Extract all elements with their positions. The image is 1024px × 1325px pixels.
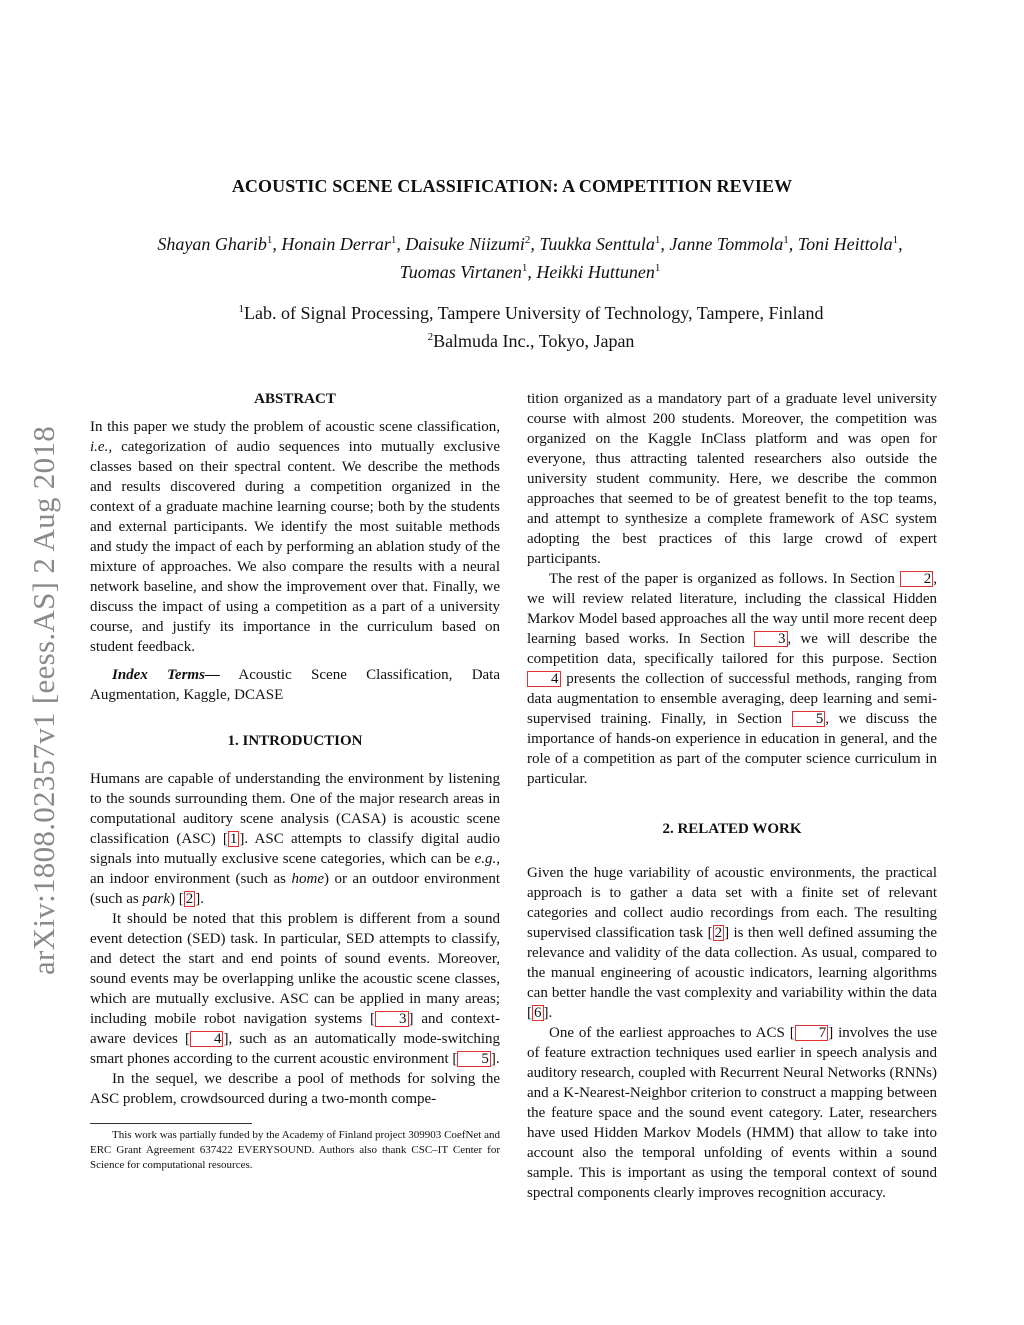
author-affil-mark: 2 — [524, 234, 531, 246]
index-terms — [90, 665, 500, 705]
author-affil-mark: 1 — [654, 234, 661, 246]
affil-mark: 1 — [238, 303, 245, 315]
author-affil-mark: 1 — [266, 234, 273, 246]
left-column — [90, 389, 500, 1173]
intro-paragraph-4 — [527, 569, 937, 789]
text-run: e.g., — [474, 851, 500, 867]
text-run: It should be noted that this problem is different from a sound event detection (SED) task. In particular, SED attempts to classify, and detect the start and end points of sound events. Moreover, sound events may be overlapping unlike the acoustic scene classes, which are mutually exclusive. ASC can be applied in many areas; including mobile robot navigation systems — [90, 911, 500, 1027]
affiliation-2 — [0, 325, 1024, 353]
citation-link[interactable]: 7 — [795, 1025, 829, 1041]
text-run: home — [291, 871, 324, 887]
author-affil-mark: 1 — [390, 234, 397, 246]
citation-link[interactable]: 4 — [190, 1031, 224, 1047]
author: Tuomas Virtanen — [399, 262, 522, 282]
index-terms-text: Acoustic Scene Classification, Data Augmentation, Kaggle, DCASE — [90, 667, 501, 703]
author: Shayan Gharib — [157, 234, 267, 254]
text-run: The rest of the paper is organized as follows. In Section — [549, 571, 900, 587]
text-run: involves the use of feature extraction techniques used earlier in speech analysis and auditory research, coupled with Recurrent Neural Networks (RNNs) and a K-Nearest-Neighbor criterion to construct a mapping between the feature space and the sound event category. Later, researchers have used Hidden Markov Models (HMM) that allow to take into account also the temporal unfolding of events within a sound sample. This is important as using the temporal context of sound spectral components clearly improves recognition accuracy. — [527, 1025, 937, 1201]
intro-paragraph-3: In the sequel, we describe a pool of methods for solving the ASC problem, crowdsourced during a two-month compe- — [90, 1071, 500, 1107]
text-run: ) or an outdoor environment (such as — [90, 871, 500, 907]
author: Honain Derrar — [281, 234, 391, 254]
abstract-ie: i.e., — [90, 439, 113, 455]
author: Daisuke Niizumi — [405, 234, 525, 254]
intro-continuation: tition organized as a mandatory part of a graduate level university course with almost 200 students. Moreover, the competition was organized on the Kaggle InClass platform and was open for everyone, thus attracting talented researchers also outside the university student community. Here, we describe the common approaches that seemed to be of greatest benefit to the top teams, and attempt to synthesize a complete framework of ASC system adopting the best practices of this large crowd of expert participants. — [527, 391, 937, 567]
author-affil-mark: 1 — [654, 262, 661, 274]
author-list: Shayan Gharib$^1$, Honain Derrar$^1$, Daisuke Niizumi$^2$, Tuukka Senttula$^1$, Janne Tommola$^1$, Toni Heittola$^1$, Tuomas Virtanen$^1$, Heikki Huttunen$^1$ — [157, 234, 903, 282]
section-link[interactable]: 4 — [527, 671, 561, 687]
intro-heading: 1. INTRODUCTION — [227, 733, 363, 749]
abstract-text-part: categorization of audio sequences into mutually exclusive classes based on their spectral content. We describe the methods and results discovered during a competition organized in the context of a graduate machine learning course; both by the students and external participants. We identify the most suitable methods and study the impact of each by performing an ablation study of the mixture of approaches. We also compare the results with a neural network baseline, and show the improvement over that. Finally, we discuss the impact of using a competition as a part of a university course, and justify its importance in the curriculum based on student feedback. — [90, 439, 500, 655]
text-run: . — [200, 891, 204, 907]
author: Janne Tommola — [669, 234, 784, 254]
author-affil-mark: 1 — [521, 262, 528, 274]
right-column — [527, 389, 937, 1203]
author-affil-mark: 1 — [783, 234, 789, 246]
section-link[interactable]: 5 — [792, 711, 826, 727]
index-terms-label: Index Terms— — [112, 667, 220, 683]
text-run: One of the earliest approaches to ACS — [549, 1025, 790, 1041]
text-run: Humans are capable of understanding the environment by listening to the sounds surrounding them. One of the major research areas in computational auditory scene analysis (CASA) is acoustic scene classification (ASC) — [90, 771, 500, 847]
text-run: , such as an automatically mode-switching smart phones according to the current acoustic environment — [90, 1031, 501, 1067]
text-run: . — [495, 1051, 500, 1067]
author-affil-mark: 1 — [892, 234, 899, 246]
text-run: . — [548, 1005, 553, 1021]
author: Heikki Huttunen — [536, 262, 655, 282]
citation-link[interactable]: 2 — [714, 925, 723, 941]
abstract-text-part: In this paper we study the problem of acoustic scene classification, — [90, 419, 500, 435]
text-run: ) — [170, 891, 179, 907]
author: Tuukka Senttula — [539, 234, 655, 254]
text-run: presents the collection of successful methods, ranging from data augmentation to ensemble averaging, deep learning and semi-supervised training. Finally, in Section — [527, 671, 937, 727]
arxiv-stamp[interactable]: arXiv:1808.02357v1 [eess.AS] 2 Aug 2018 — [26, 426, 61, 975]
section-link[interactable]: 2 — [900, 571, 934, 587]
text-run: , we will describe the competition data, specifically tailored for this purpose. Section — [527, 631, 938, 667]
paper-title: ACOUSTIC SCENE CLASSIFICATION: A COMPETITION REVIEW — [231, 176, 793, 196]
related-work-heading: 2. RELATED WORK — [662, 821, 802, 837]
citation-link[interactable]: 6 — [534, 1005, 542, 1021]
text-run: and context-aware devices — [90, 1011, 500, 1047]
text-run: park — [142, 891, 170, 907]
affiliations — [0, 297, 1024, 353]
abstract-text — [90, 417, 500, 657]
citation-link[interactable]: 3 — [375, 1011, 409, 1027]
related-paragraph-2: One of the earliest approaches to ACS [ 7 ] involves the use of feature extraction techniques used earlier in speech analysis and auditory research, coupled with Recurrent Neural Networks (RNNs) and a K-Nearest-Neighbor criterion to construct a mapping between the feature space and the sound event category. Later, researchers have used Hidden Markov Models (HMM) that allow to take into account also the temporal unfolding of events within a sound sample. This is important as using the temporal context of sound spectral components clearly improves recognition accuracy. — [527, 1025, 937, 1201]
affil-mark: 2 — [427, 331, 434, 343]
intro-paragraph-1: Humans are capable of understanding the environment by listening to the sounds surrounding them. One of the major research areas in computational auditory scene analysis (CASA) is acoustic scene classification (ASC) [ 1 ]. ASC attempts to classify digital audio signals into mutually exclusive scene categories, which can be e.g., an indoor environment (such as home) or an outdoor environment (such as park) [ 2 ]. — [90, 771, 500, 907]
affil-text: Lab. of Signal Processing, Tampere University of Technology, Tampere, Finland — [244, 303, 824, 323]
funding-footnote: This work was partially funded by the Academy of Finland project 309903 CoefNet and ERC Grant Agreement 637422 EVERYSOUND. Authors also thank CSC–IT Center for Science for computational resources. — [90, 1129, 500, 1171]
text-run: , we discuss the importance of hands-on experience in education in general, and the role of a competition as part of the computer science curriculum in particular. — [527, 711, 938, 787]
footnote-divider — [90, 1123, 252, 1124]
section-link[interactable]: 3 — [754, 631, 788, 647]
text-run: is then well defined assuming the relevance and validity of the data collection. As usual, compared to the manual engineering of acoustic indicators, learning algorithms can better handle the vast complexity and variability within the data — [527, 925, 937, 1001]
citation-link[interactable]: 5 — [457, 1051, 491, 1067]
text-run: an indoor environment (such as — [90, 871, 292, 887]
text-run: Given the huge variability of acoustic environments, the practical approach is to gather a data set with a finite set of relevant categories and collect audio recordings from each. The resulting supervised classification task — [527, 865, 937, 941]
affil-text: Balmuda Inc., Tokyo, Japan — [433, 331, 635, 351]
author: Toni Heittola — [797, 234, 893, 254]
abstract-heading: ABSTRACT — [254, 391, 336, 407]
affiliation-1 — [0, 297, 1024, 325]
citation-link[interactable]: 1 — [229, 831, 238, 847]
text-run: , we will review related literature, including the classical Hidden Markov Model based approaches all the way until more recent deep learning based works. In Section — [527, 571, 937, 647]
intro-paragraph-2: It should be noted that this problem is different from a sound event detection (SED) task. In particular, SED attempts to classify, and detect the start and end points of sound events. Moreover, sound events may be overlapping unlike the acoustic scene classes, which are mutually exclusive. ASC can be applied in many areas; including mobile robot navigation systems [ 3 ] and context-aware devices [ 4 ], such as an automatically mode-switching smart phones according to the current acoustic environment [ 5 ]. — [90, 911, 501, 1067]
text-run: . ASC attempts to classify digital audio signals into mutually exclusive scene categories, which can be — [90, 831, 500, 867]
citation-link[interactable]: 2 — [185, 891, 194, 907]
related-paragraph-1: Given the huge variability of acoustic environments, the practical approach is to gather a data set with a finite set of relevant categories and collect audio recordings from each. The resulting supervised classification task [ 2 ] is then well defined assuming the relevance and validity of the data collection. As usual, compared to the manual engineering of acoustic indicators, learning algorithms can better handle the vast complexity and variability within the data [ 6 ]. — [527, 865, 937, 1021]
